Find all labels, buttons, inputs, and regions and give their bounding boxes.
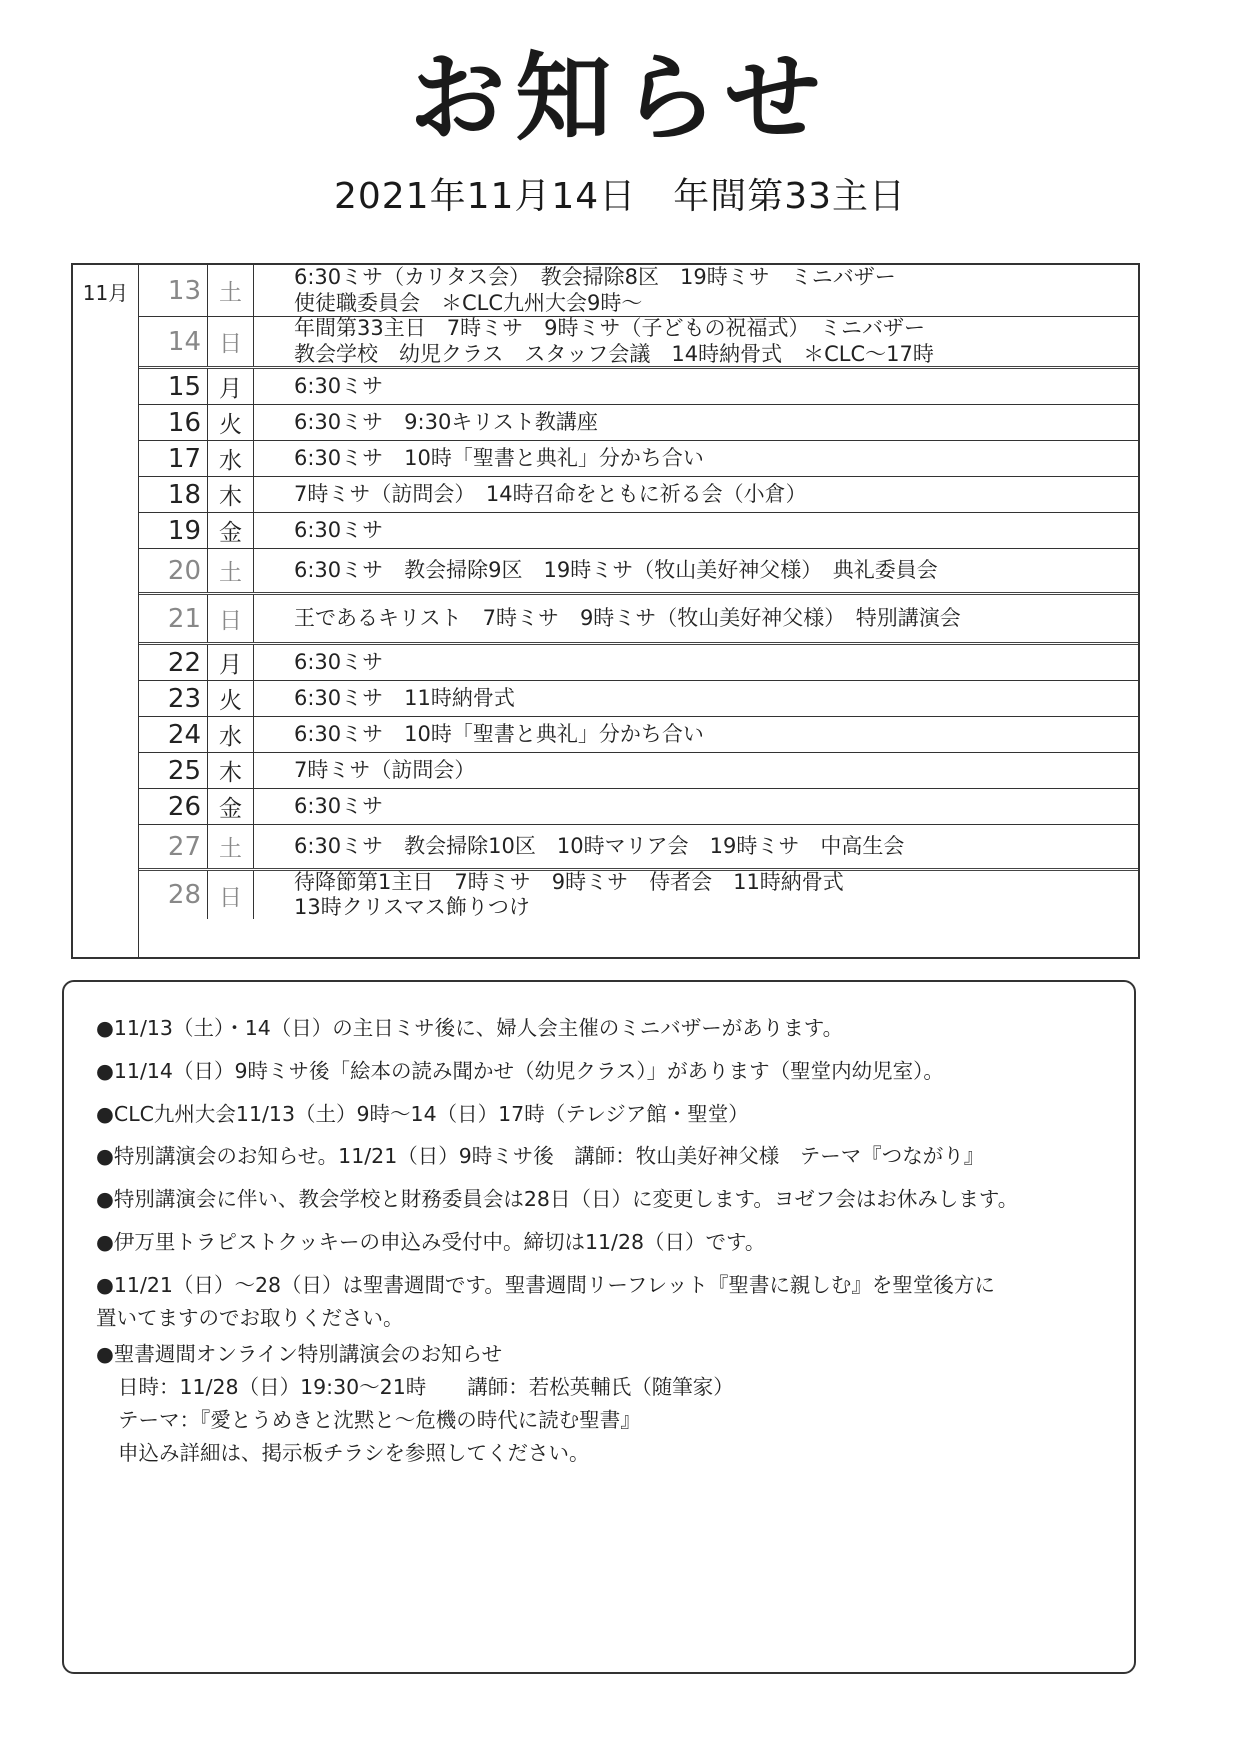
schedule-table <box>71 263 1140 959</box>
event-cell <box>254 753 1138 788</box>
notice-item <box>96 1269 1114 1335</box>
notice-line: ●11/21（日）～28（日）は聖書週間です。聖書週間リーフレット『聖書に親しむ』を聖堂後方に <box>96 1272 995 1297</box>
day-of-week: 木 <box>208 753 254 788</box>
day-number: 16 <box>139 405 208 440</box>
event-cell <box>254 681 1138 716</box>
day-of-week: 日 <box>208 871 254 919</box>
event-cell <box>254 789 1138 824</box>
event-cell <box>254 595 1138 642</box>
day-of-week: 水 <box>208 441 254 476</box>
event-line: 6:30ミサ 教会掃除10区 10時マリア会 19時ミサ 中高生会 <box>294 833 905 858</box>
day-of-week: 水 <box>208 717 254 752</box>
day-number: 23 <box>139 681 208 716</box>
day-of-week: 火 <box>208 405 254 440</box>
event-line: 使徒職委員会 ＊CLC九州大会9時～ <box>294 290 643 315</box>
event-line: 6:30ミサ 10時「聖書と典礼」分かち合い <box>294 445 704 470</box>
event-line: 待降節第1主日 7時ミサ 9時ミサ 侍者会 11時納骨式 <box>294 869 844 894</box>
schedule-row <box>139 477 1138 513</box>
schedule-row <box>139 549 1138 595</box>
event-line: 6:30ミサ 11時納骨式 <box>294 685 515 710</box>
event-cell <box>254 441 1138 476</box>
notice-detail-line: テーマ：『愛とうめきと沈黙と～危機の時代に読む聖書』 <box>118 1407 641 1432</box>
day-of-week: 月 <box>208 645 254 680</box>
day-of-week: 日 <box>208 595 254 642</box>
event-cell <box>254 317 1138 366</box>
event-line: 6:30ミサ 教会掃除9区 19時ミサ（牧山美好神父様） 典礼委員会 <box>294 557 938 582</box>
event-line: 6:30ミサ <box>294 373 384 398</box>
event-line: 年間第33主日 7時ミサ 9時ミサ（子どもの祝福式） ミニバザー <box>294 316 925 341</box>
notices-box <box>62 980 1136 1674</box>
schedule-row <box>139 369 1138 405</box>
schedule-row <box>139 789 1138 825</box>
day-number: 14 <box>139 317 208 366</box>
day-of-week: 金 <box>208 513 254 548</box>
day-of-week: 土 <box>208 265 254 316</box>
schedule-rows <box>139 265 1138 957</box>
event-cell <box>254 645 1138 680</box>
event-line: 教会学校 幼児クラス スタッフ会議 14時納骨式 ＊CLC～17時 <box>294 341 934 366</box>
notice-item <box>96 1140 1114 1173</box>
event-cell <box>254 513 1138 548</box>
event-cell <box>254 369 1138 404</box>
event-line: 7時ミサ（訪問会） <box>294 757 476 782</box>
event-line: 7時ミサ（訪問会） 14時召命をともに祈る会（小倉） <box>294 481 807 506</box>
schedule-row <box>139 645 1138 681</box>
event-cell <box>254 405 1138 440</box>
page-subtitle: 2021年11月14日 年間第33主日 <box>333 176 907 217</box>
day-of-week: 土 <box>208 825 254 868</box>
notice-item <box>96 1338 1114 1469</box>
notice-line: ●特別講演会のお知らせ。11/21（日）9時ミサ後 講師：牧山美好神父様 テーマ『つながり』 <box>96 1144 985 1169</box>
schedule-row <box>139 405 1138 441</box>
day-number: 24 <box>139 717 208 752</box>
notice-line: ●伊万里トラピストクッキーの申込み受付中。締切は11/28（日）です。 <box>96 1229 766 1254</box>
event-line: 6:30ミサ 10時「聖書と典礼」分かち合い <box>294 721 704 746</box>
schedule-row <box>139 753 1138 789</box>
notice-line: ●聖書週間オンライン特別講演会のお知らせ <box>96 1342 503 1367</box>
event-line: 6:30ミサ <box>294 649 384 674</box>
day-of-week: 月 <box>208 369 254 404</box>
day-number: 28 <box>139 871 208 919</box>
day-number: 18 <box>139 477 208 512</box>
event-line: 6:30ミサ（カリタス会） 教会掃除8区 19時ミサ ミニバザー <box>294 265 896 290</box>
schedule-row <box>139 871 1138 919</box>
day-of-week: 土 <box>208 549 254 592</box>
day-of-week: 金 <box>208 789 254 824</box>
schedule-row <box>139 717 1138 753</box>
notice-item <box>96 1183 1114 1216</box>
notice-line: ●11/13（土）・14（日）の主日ミサ後に、婦人会主催のミニバザーがあります。 <box>96 1016 844 1040</box>
event-line: 13時クリスマス飾りつけ <box>294 895 530 919</box>
notice-detail-line: 日時：11/28（日）19:30～21時 講師：若松英輔氏（随筆家） <box>118 1375 734 1400</box>
day-number: 25 <box>139 753 208 788</box>
day-number: 19 <box>139 513 208 548</box>
event-cell <box>254 477 1138 512</box>
page-title: お知らせ <box>409 42 831 154</box>
notice-item <box>96 1098 1114 1131</box>
notice-item <box>96 1012 1114 1045</box>
event-cell <box>254 265 1138 316</box>
day-of-week: 火 <box>208 681 254 716</box>
event-line: 6:30ミサ 9:30キリスト教講座 <box>294 409 598 434</box>
event-line: 王であるキリスト 7時ミサ 9時ミサ（牧山美好神父様） 特別講演会 <box>294 605 961 630</box>
event-cell <box>254 549 1138 592</box>
notice-line: 置いてますのでお取りください。 <box>96 1305 404 1330</box>
day-number: 22 <box>139 645 208 680</box>
day-number: 13 <box>139 265 208 316</box>
notice-detail-line: 申込み詳細は、掲示板チラシを参照してください。 <box>118 1440 590 1465</box>
schedule-row <box>139 595 1138 645</box>
schedule-row <box>139 317 1138 369</box>
day-number: 17 <box>139 441 208 476</box>
month-label: 11月 <box>73 265 139 957</box>
day-of-week: 木 <box>208 477 254 512</box>
day-number: 21 <box>139 595 208 642</box>
notice-item <box>96 1055 1114 1088</box>
event-cell <box>254 717 1138 752</box>
event-line: 6:30ミサ <box>294 517 384 542</box>
event-cell <box>254 825 1138 868</box>
notice-line: ●特別講演会に伴い、教会学校と財務委員会は28日（日）に変更します。ヨゼフ会はお休みします。 <box>96 1187 1019 1212</box>
schedule-row <box>139 681 1138 717</box>
event-cell <box>254 871 1138 919</box>
notice-line: ●11/14（日）9時ミサ後「絵本の読み聞かせ（幼児クラス）」があります（聖堂内幼児室）。 <box>96 1058 944 1083</box>
day-number: 26 <box>139 789 208 824</box>
schedule-row <box>139 441 1138 477</box>
notice-item <box>96 1226 1114 1259</box>
day-number: 27 <box>139 825 208 868</box>
event-line: 6:30ミサ <box>294 793 384 818</box>
schedule-row <box>139 825 1138 871</box>
notice-line: ●CLC九州大会11/13（土）9時～14（日）17時（テレジア館・聖堂） <box>96 1101 749 1126</box>
day-of-week: 日 <box>208 317 254 366</box>
day-number: 20 <box>139 549 208 592</box>
schedule-row <box>139 513 1138 549</box>
day-number: 15 <box>139 369 208 404</box>
schedule-row <box>139 265 1138 317</box>
